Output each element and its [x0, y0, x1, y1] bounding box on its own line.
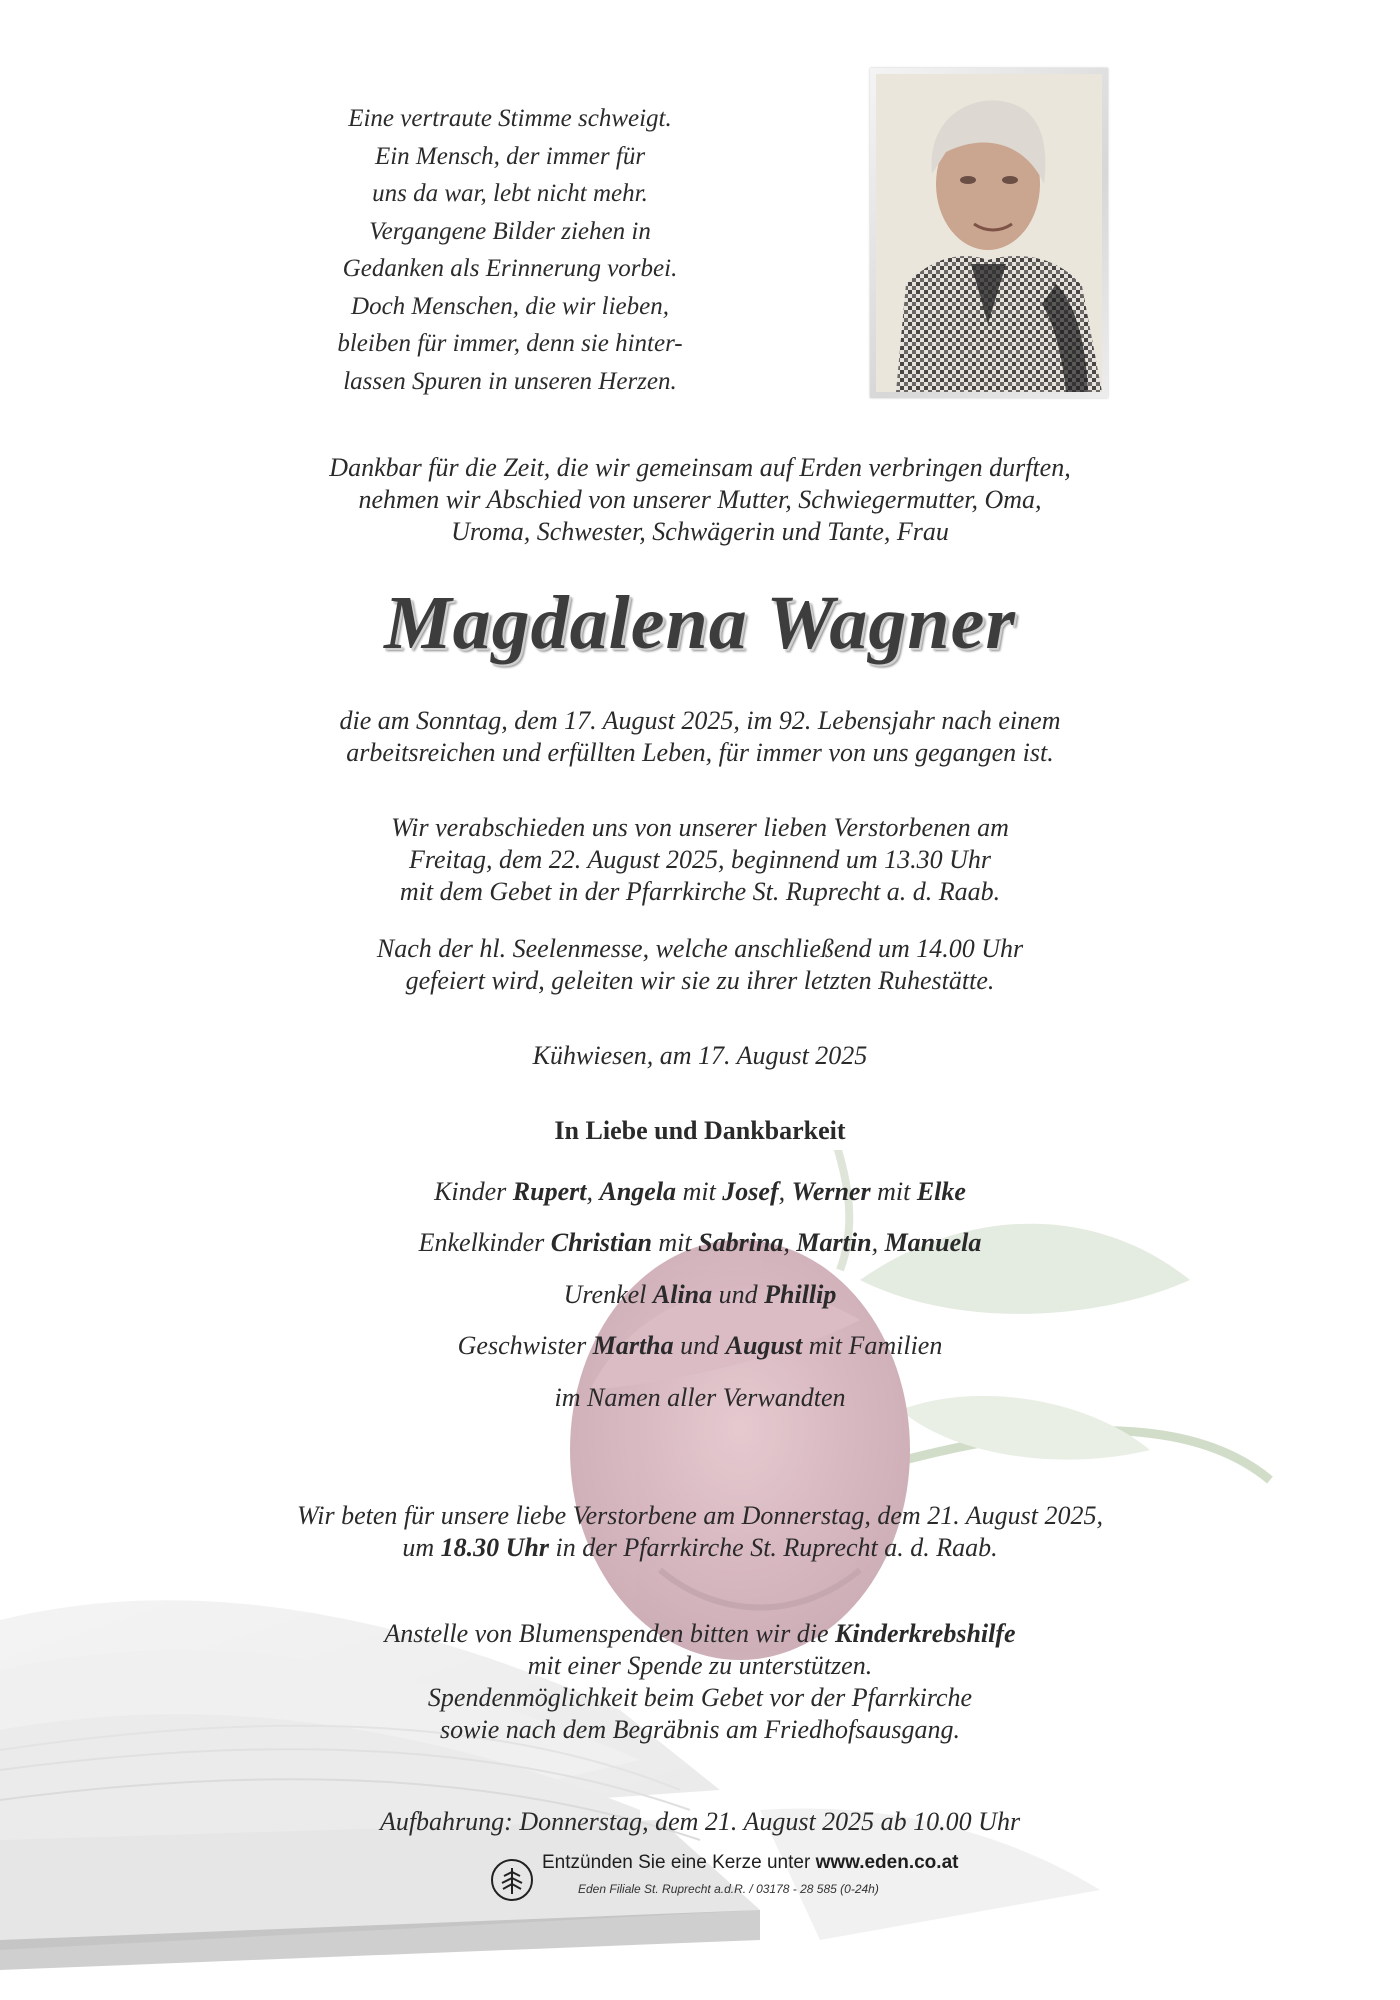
family-member: Martin: [796, 1228, 872, 1257]
farewell-details: [200, 812, 1200, 908]
family-member: August: [725, 1331, 803, 1360]
family-relatives: im Namen aller Verwandten: [554, 1383, 846, 1412]
death-line: die am Sonntag, dem 17. August 2025, im 92. Lebensjahr nach einem: [339, 706, 1061, 735]
poem-line: Eine vertraute Stimme schweigt.: [348, 105, 672, 132]
farewell-line: mit dem Gebet in der Pfarrkirche St. Ruprecht a. d. Raab.: [399, 877, 1001, 906]
connector: mit: [870, 1177, 917, 1206]
website-link[interactable]: www.eden.co.at: [815, 1852, 959, 1873]
eden-tree-logo-icon: [490, 1858, 534, 1902]
family-member: Angela: [599, 1177, 677, 1206]
family-great-grandchildren: [200, 1277, 1200, 1313]
candle-link[interactable]: [542, 1852, 958, 1874]
poem-line: bleiben für immer, denn sie hinter-: [337, 330, 683, 357]
mass-line: gefeiert wird, geleiten wir sie zu ihrer letzten Ruhestätte.: [405, 966, 995, 995]
poem-line: lassen Spuren in unseren Herzen.: [343, 367, 677, 395]
family-member: Josef: [722, 1177, 779, 1206]
suffix: mit Familien: [802, 1331, 943, 1360]
donation-line: [200, 1618, 1200, 1650]
separator: ,: [783, 1228, 797, 1257]
portrait-photo: [876, 74, 1102, 392]
branch-contact: Eden Filiale St. Ruprecht a.d.R. / 03178 - 28 585 (0-24h): [578, 1882, 879, 1896]
donation-line: Spendenmöglichkeit beim Gebet vor der Pfarrkirche: [427, 1683, 973, 1712]
deceased-name: Magdalena Wagner: [384, 581, 1016, 665]
closing-phrase: In Liebe und Dankbarkeit: [554, 1116, 846, 1145]
poem-line: Gedanken als Erinnerung vorbei.: [342, 255, 678, 282]
family-siblings: [200, 1328, 1200, 1364]
family-member: Martha: [592, 1331, 674, 1360]
connector: und: [673, 1331, 726, 1360]
donation-request: [200, 1618, 1200, 1746]
family-children: [200, 1174, 1200, 1210]
portrait-photo-frame: [870, 68, 1108, 398]
separator: ,: [586, 1177, 600, 1206]
prayer-line: [200, 1532, 1200, 1564]
death-line: arbeitsreichen und erfüllten Leben, für immer von uns gegangen ist.: [346, 738, 1054, 767]
family-member: Sabrina: [698, 1228, 784, 1257]
separator: ,: [871, 1228, 885, 1257]
mass-line: Nach der hl. Seelenmesse, welche anschließend um 14.00 Uhr: [376, 934, 1024, 963]
family-member: Phillip: [764, 1280, 837, 1309]
prayer-text: um: [402, 1533, 441, 1562]
family-grandchildren: [200, 1225, 1200, 1261]
connector: und: [712, 1280, 765, 1309]
poem-line: uns da war, lebt nicht mehr.: [372, 180, 648, 207]
family-label: Urenkel: [563, 1280, 647, 1309]
place-date: Kühwiesen, am 17. August 2025: [532, 1041, 868, 1070]
memorial-poem: [310, 100, 710, 400]
donation-line: mit einer Spende zu unterstützen.: [527, 1651, 873, 1680]
poem-line: Doch Menschen, die wir lieben,: [351, 292, 669, 320]
charity-name: Kinderkrebshilfe: [835, 1619, 1016, 1648]
connector: mit: [676, 1177, 723, 1206]
prayer-time: 18.30 Uhr: [440, 1533, 549, 1562]
prayer-details: [200, 1500, 1200, 1564]
intro-line: Dankbar für die Zeit, die wir gemeinsam auf Erden verbringen durften,: [329, 453, 1071, 482]
family-member: Christian: [550, 1228, 652, 1257]
poem-line: Ein Mensch, der immer für: [374, 142, 646, 170]
farewell-line: Freitag, dem 22. August 2025, beginnend um 13.30 Uhr: [408, 845, 992, 874]
mass-details: [200, 933, 1200, 997]
family-label: Geschwister: [457, 1331, 587, 1360]
connector: mit: [651, 1228, 699, 1257]
intro-line: nehmen wir Abschied von unserer Mutter, Schwiegermutter, Oma,: [358, 485, 1042, 514]
death-announcement: [200, 705, 1200, 769]
viewing-details: Aufbahrung: Donnerstag, dem 21. August 2025 ab 10.00 Uhr: [379, 1807, 1021, 1836]
poem-line: Vergangene Bilder ziehen in: [369, 217, 651, 245]
family-member: Alina: [652, 1280, 713, 1309]
family-label: Kinder: [434, 1177, 507, 1206]
donation-line: sowie nach dem Begräbnis am Friedhofsausgang.: [440, 1715, 960, 1744]
prayer-line: Wir beten für unsere liebe Verstorbene am Donnerstag, dem 21. August 2025,: [297, 1501, 1103, 1530]
farewell-line: Wir verabschieden uns von unserer lieben Verstorbenen am: [391, 813, 1009, 842]
family-label: Enkelkinder: [418, 1228, 545, 1257]
family-member: Rupert: [512, 1177, 587, 1206]
candle-text: Entzünden Sie eine Kerze unter: [542, 1852, 816, 1873]
family-member: Manuela: [884, 1228, 982, 1257]
separator: ,: [778, 1177, 792, 1206]
donation-text: Anstelle von Blumenspenden bitten wir die: [384, 1619, 835, 1648]
intro-text: [200, 452, 1200, 548]
family-member: Elke: [916, 1177, 966, 1206]
family-member: Werner: [791, 1177, 871, 1206]
prayer-text: in der Pfarrkirche St. Ruprecht a. d. Raab.: [548, 1533, 998, 1562]
intro-line: Uroma, Schwester, Schwägerin und Tante, Frau: [451, 517, 949, 546]
